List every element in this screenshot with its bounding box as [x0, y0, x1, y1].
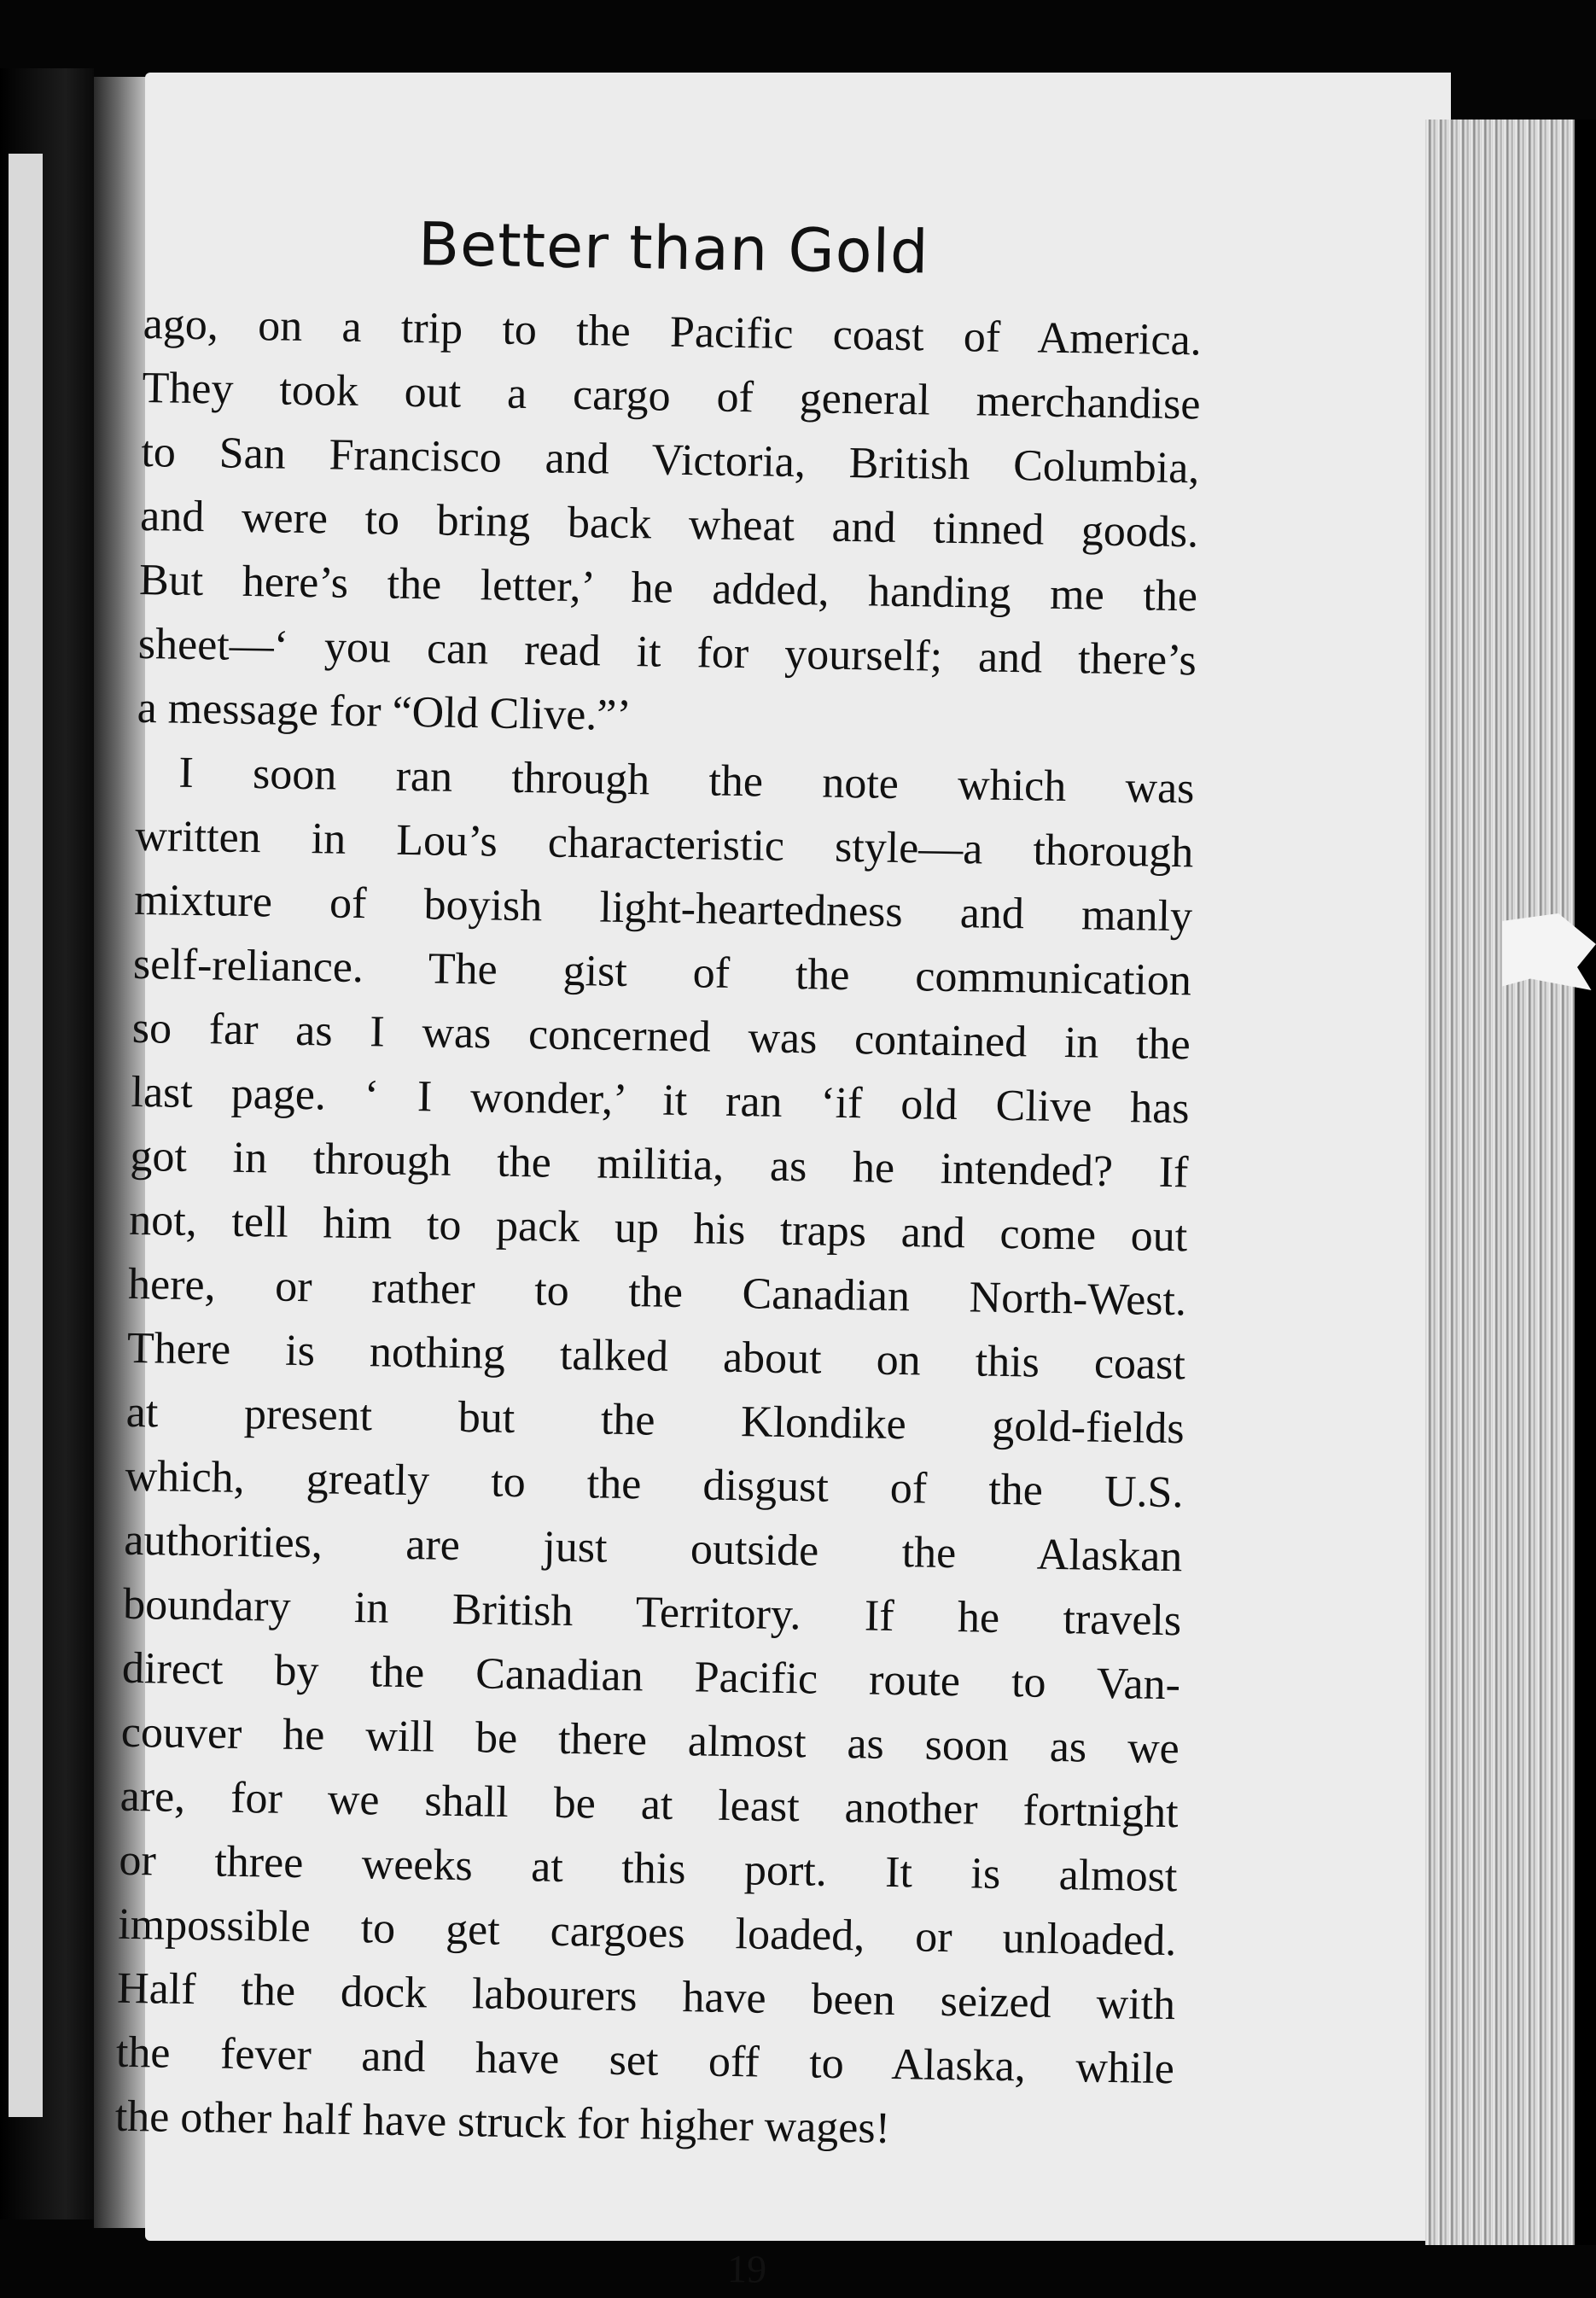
- text-line: self-reliance. The gist of the communication: [132, 939, 1192, 1006]
- text-line: last page. ‘ I wonder,’ it ran ‘if old Clive has: [131, 1067, 1190, 1134]
- page-text-block: [114, 205, 1203, 2291]
- text-line: at present but the Klondike gold-fields: [125, 1387, 1185, 1454]
- text-line: to San Francisco and Victoria, British Columbia,: [141, 427, 1200, 493]
- background-right: [1575, 120, 1596, 2245]
- text-line: so far as I was concerned was contained in the: [131, 1003, 1191, 1070]
- text-line: are, for we shall be at least another fortnight: [119, 1771, 1180, 1838]
- text-line: here, or rather to the Canadian North-West.: [127, 1259, 1187, 1326]
- text-line: which, greatly to the disgust of the U.S.: [125, 1451, 1184, 1518]
- text-line: or three weeks at this port. It is almost: [119, 1835, 1178, 1902]
- text-line: I soon ran through the note which was: [178, 748, 1195, 814]
- text-line: They took out a cargo of general merchandise: [142, 363, 1201, 429]
- text-line: Half the dock labourers have been seized with: [116, 1963, 1176, 2030]
- text-line: authorities, are just outside the Alaskan: [123, 1515, 1183, 1582]
- text-line: not, tell him to pack up his traps and come out: [128, 1195, 1188, 1262]
- text-line: direct by the Canadian Pacific route to Van-: [121, 1643, 1181, 1710]
- page-edges-stack: [1425, 120, 1575, 2245]
- text-line: a message for “Old Clive.”’: [137, 683, 632, 741]
- text-line: sheet—‘ you can read it for yourself; and there’s: [137, 619, 1197, 685]
- text-line: mixture of boyish light-heartedness and manly: [133, 875, 1193, 942]
- text-line: ago, on a trip to the Pacific coast of America.: [143, 299, 1203, 365]
- text-line: impossible to get cargoes loaded, or unloaded.: [117, 1899, 1177, 1966]
- text-line: the other half have struck for higher wages!: [114, 2091, 891, 2153]
- text-line: got in through the militia, as he intended? If: [130, 1131, 1189, 1198]
- text-line: the fever and have set off to Alaska, while: [115, 2027, 1175, 2094]
- text-line: boundary in British Territory. If he travels: [122, 1579, 1182, 1646]
- text-line: and were to bring back wheat and tinned goods.: [139, 491, 1199, 557]
- text-line: couver he will be there almost as soon as we: [120, 1707, 1180, 1774]
- paragraph-2: [114, 740, 1195, 2165]
- text-line: But here’s the letter,’ he added, handing me the: [138, 555, 1198, 621]
- paragraph-1: [137, 292, 1202, 756]
- page-number: 19: [726, 2247, 767, 2291]
- facing-page-sliver: [9, 154, 43, 2117]
- running-header: Better than Gold: [417, 209, 930, 288]
- text-line: written in Lou’s characteristic style—a thorough: [134, 811, 1194, 878]
- text-line: There is nothing talked about on this coast: [126, 1323, 1186, 1390]
